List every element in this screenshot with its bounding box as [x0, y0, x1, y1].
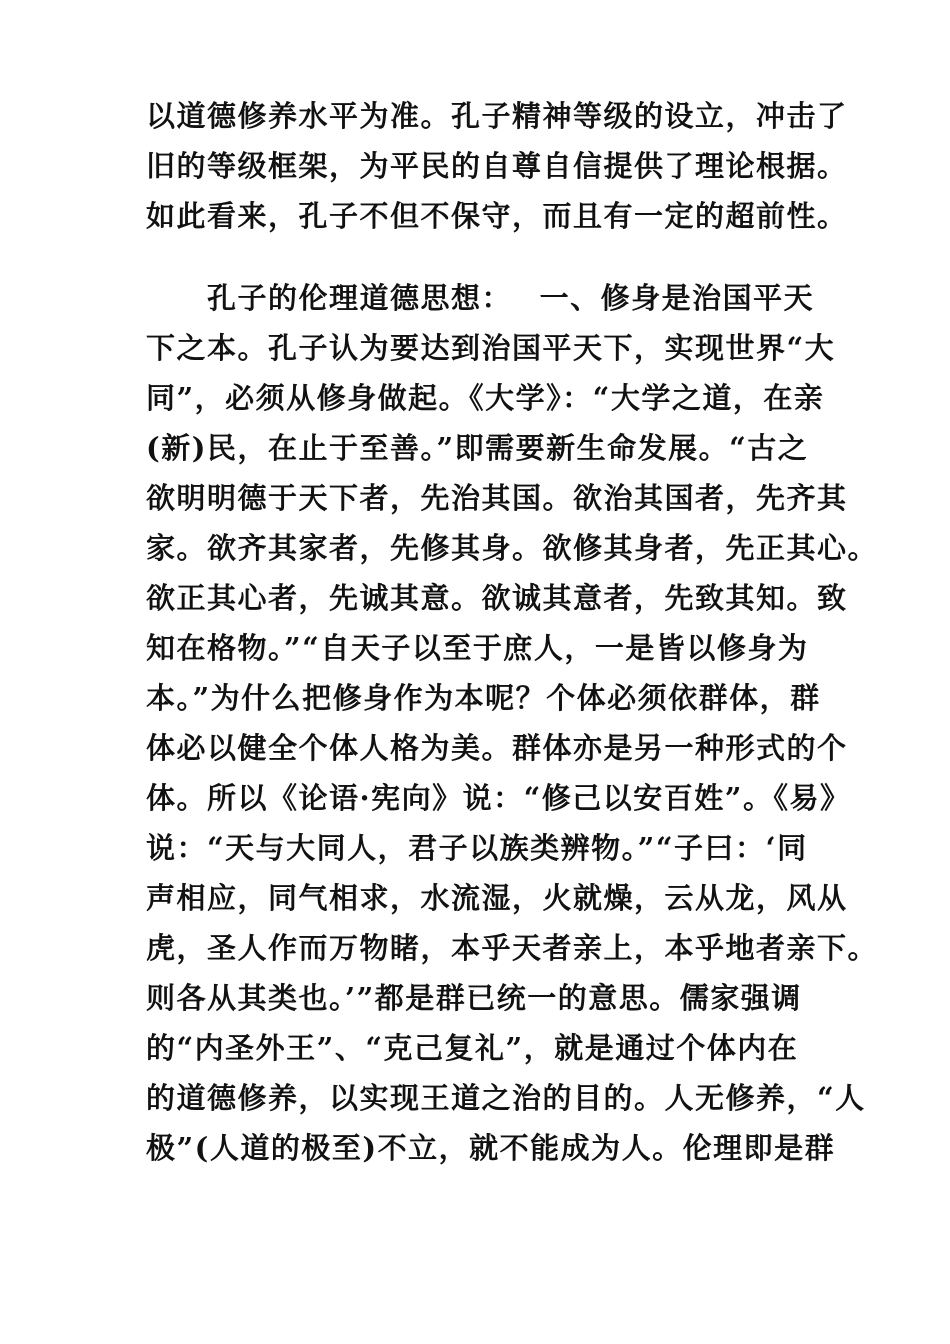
text-line: 的“内圣外王”、“克己复礼”，就是通过个体内在: [146, 1031, 799, 1065]
text-line: 声相应，同气相求，水流湿，火就燥，云从龙，风从: [146, 881, 848, 915]
text-line: 以道德修养水平为准。孔子精神等级的设立，冲击了: [146, 99, 848, 133]
text-line: 则各从其类也。’”都是群已统一的意思。儒家强调: [146, 981, 802, 1015]
text-line: 本。”为什么把修身作为本呢？个体必须依群体，群: [146, 681, 821, 715]
text-line: 的道德修养，以实现王道之治的目的。人无修养，“人: [146, 1081, 866, 1115]
text-line: 说：“天与大同人，君子以族类辨物。”“子曰：‘同: [146, 831, 808, 865]
paragraph-1: [146, 91, 848, 241]
text-line: 欲明明德于天下者，先治其国。欲治其国者，先齐其: [146, 481, 848, 515]
text-line: 极”(人道的极至)不立，就不能成为人。伦理即是群: [146, 1131, 836, 1165]
text-line: 体。所以《论语·宪向》说：“修己以安百姓”。《易》: [146, 781, 851, 815]
text-line: 知在格物。”“自天子以至于庶人，一是皆以修身为: [146, 631, 809, 665]
text-line: (新)民，在止于至善。”即需要新生命发展。“古之: [146, 431, 809, 465]
text-line: 欲正其心者，先诚其意。欲诚其意者，先致其知。致: [146, 581, 848, 615]
text-line: 如此看来，孔子不但不保守，而且有一定的超前性。: [146, 199, 848, 233]
text-line: 家。欲齐其家者，先修其身。欲修其身者，先正其心。: [146, 531, 879, 565]
text-line: 旧的等级框架，为平民的自尊自信提供了理论根据。: [146, 149, 848, 183]
text-line: 孔子的伦理道德思想： 一、修身是治国平天: [146, 281, 815, 315]
text-line: 体必以健全个体人格为美。群体亦是另一种形式的个: [146, 731, 848, 765]
text-line: 虎，圣人作而万物睹，本乎天者亲上，本乎地者亲下。: [146, 931, 879, 965]
text-line: 同”，必须从修身做起。《大学》：“大学之道，在亲: [146, 381, 825, 415]
paragraph-2: [146, 273, 879, 1173]
text-line: 下之本。孔子认为要达到治国平天下，实现世界“大: [146, 331, 836, 365]
